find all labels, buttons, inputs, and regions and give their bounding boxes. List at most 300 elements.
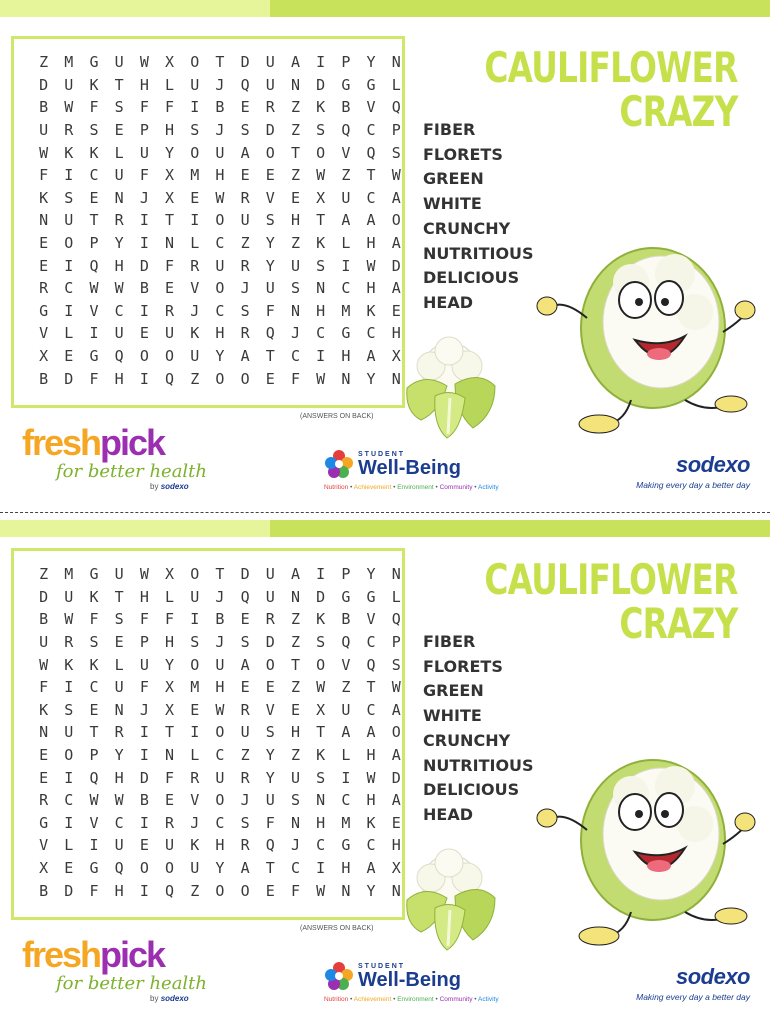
grid-letter[interactable]: Z	[190, 881, 200, 900]
grid-letter[interactable]: R	[240, 324, 250, 343]
grid-letter[interactable]: T	[215, 53, 225, 72]
grid-letter[interactable]: L	[341, 746, 351, 765]
grid-letter[interactable]: V	[39, 836, 49, 855]
grid-letter[interactable]: W	[139, 53, 149, 72]
grid-letter[interactable]: Y	[165, 143, 175, 162]
grid-letter[interactable]: D	[139, 256, 149, 275]
grid-letter[interactable]: F	[165, 256, 175, 275]
grid-letter[interactable]: H	[290, 723, 300, 742]
grid-letter[interactable]: W	[39, 655, 49, 674]
grid-letter[interactable]: X	[316, 188, 326, 207]
grid-letter[interactable]: N	[391, 369, 401, 388]
grid-letter[interactable]: T	[316, 211, 326, 230]
grid-letter[interactable]: Z	[290, 633, 300, 652]
grid-letter[interactable]: C	[341, 791, 351, 810]
grid-letter[interactable]: Q	[265, 836, 275, 855]
grid-letter[interactable]: L	[165, 75, 175, 94]
grid-letter[interactable]: R	[165, 813, 175, 832]
grid-letter[interactable]: H	[366, 234, 376, 253]
grid-letter[interactable]: S	[114, 610, 124, 629]
grid-letter[interactable]: A	[341, 211, 351, 230]
grid-letter[interactable]: J	[139, 188, 149, 207]
grid-letter[interactable]: G	[89, 565, 99, 584]
grid-letter[interactable]: A	[341, 723, 351, 742]
grid-letter[interactable]: Y	[114, 746, 124, 765]
grid-letter[interactable]: U	[190, 587, 200, 606]
grid-letter[interactable]: A	[366, 723, 376, 742]
grid-letter[interactable]: C	[114, 301, 124, 320]
grid-letter[interactable]: W	[39, 143, 49, 162]
grid-letter[interactable]: E	[240, 610, 250, 629]
grid-letter[interactable]: K	[316, 610, 326, 629]
grid-letter[interactable]: I	[316, 53, 326, 72]
grid-letter[interactable]: B	[39, 369, 49, 388]
grid-letter[interactable]: F	[139, 610, 149, 629]
grid-letter[interactable]: U	[114, 53, 124, 72]
grid-letter[interactable]: D	[316, 587, 326, 606]
grid-letter[interactable]: R	[39, 279, 49, 298]
grid-letter[interactable]: X	[165, 188, 175, 207]
grid-letter[interactable]: S	[391, 655, 401, 674]
grid-letter[interactable]: N	[114, 700, 124, 719]
grid-letter[interactable]: W	[64, 98, 74, 117]
grid-letter[interactable]: C	[215, 234, 225, 253]
grid-letter[interactable]: W	[366, 768, 376, 787]
grid-letter[interactable]: S	[240, 301, 250, 320]
grid-letter[interactable]: W	[316, 369, 326, 388]
grid-letter[interactable]: E	[64, 347, 74, 366]
grid-letter[interactable]: C	[89, 166, 99, 185]
grid-letter[interactable]: M	[341, 301, 351, 320]
grid-letter[interactable]: U	[265, 565, 275, 584]
grid-letter[interactable]: J	[290, 324, 300, 343]
grid-letter[interactable]: U	[64, 75, 74, 94]
grid-letter[interactable]: Y	[366, 565, 376, 584]
grid-letter[interactable]: E	[240, 678, 250, 697]
grid-letter[interactable]: K	[316, 746, 326, 765]
grid-letter[interactable]: X	[165, 565, 175, 584]
grid-letter[interactable]: E	[89, 700, 99, 719]
grid-letter[interactable]: A	[391, 700, 401, 719]
grid-letter[interactable]: O	[165, 859, 175, 878]
grid-letter[interactable]: O	[240, 881, 250, 900]
grid-letter[interactable]: C	[290, 347, 300, 366]
grid-letter[interactable]: O	[165, 347, 175, 366]
grid-letter[interactable]: C	[215, 746, 225, 765]
grid-letter[interactable]: H	[391, 836, 401, 855]
grid-letter[interactable]: R	[240, 188, 250, 207]
grid-letter[interactable]: U	[215, 768, 225, 787]
grid-letter[interactable]: E	[265, 369, 275, 388]
grid-letter[interactable]: G	[341, 587, 351, 606]
grid-letter[interactable]: S	[89, 633, 99, 652]
grid-letter[interactable]: U	[114, 565, 124, 584]
grid-letter[interactable]: F	[89, 610, 99, 629]
grid-letter[interactable]: M	[190, 678, 200, 697]
grid-letter[interactable]: H	[165, 121, 175, 140]
grid-letter[interactable]: S	[391, 143, 401, 162]
grid-letter[interactable]: K	[366, 813, 376, 832]
grid-letter[interactable]: H	[366, 746, 376, 765]
grid-letter[interactable]: T	[265, 859, 275, 878]
grid-letter[interactable]: C	[215, 813, 225, 832]
grid-letter[interactable]: C	[366, 121, 376, 140]
grid-letter[interactable]: Z	[341, 678, 351, 697]
grid-letter[interactable]: Q	[366, 655, 376, 674]
grid-letter[interactable]: W	[391, 678, 401, 697]
grid-letter[interactable]: S	[316, 256, 326, 275]
grid-letter[interactable]: H	[215, 836, 225, 855]
grid-letter[interactable]: D	[240, 565, 250, 584]
grid-letter[interactable]: U	[114, 324, 124, 343]
grid-letter[interactable]: E	[139, 836, 149, 855]
grid-letter[interactable]: U	[240, 211, 250, 230]
grid-letter[interactable]: U	[190, 859, 200, 878]
grid-letter[interactable]: A	[366, 347, 376, 366]
grid-letter[interactable]: B	[139, 791, 149, 810]
grid-letter[interactable]: P	[341, 565, 351, 584]
grid-letter[interactable]: Z	[240, 746, 250, 765]
grid-letter[interactable]: C	[64, 279, 74, 298]
grid-letter[interactable]: T	[165, 723, 175, 742]
grid-letter[interactable]: U	[265, 587, 275, 606]
grid-letter[interactable]: Y	[366, 369, 376, 388]
grid-letter[interactable]: E	[39, 746, 49, 765]
grid-letter[interactable]: Y	[215, 347, 225, 366]
grid-letter[interactable]: L	[341, 234, 351, 253]
grid-letter[interactable]: F	[165, 768, 175, 787]
grid-letter[interactable]: I	[316, 859, 326, 878]
grid-letter[interactable]: S	[290, 791, 300, 810]
grid-letter[interactable]: P	[89, 746, 99, 765]
grid-letter[interactable]: U	[165, 324, 175, 343]
grid-letter[interactable]: E	[240, 98, 250, 117]
grid-letter[interactable]: R	[39, 791, 49, 810]
grid-letter[interactable]: I	[316, 347, 326, 366]
grid-letter[interactable]: W	[114, 791, 124, 810]
grid-letter[interactable]: I	[190, 610, 200, 629]
grid-letter[interactable]: Z	[290, 121, 300, 140]
grid-letter[interactable]: Z	[290, 234, 300, 253]
grid-letter[interactable]: E	[165, 791, 175, 810]
grid-letter[interactable]: W	[316, 166, 326, 185]
grid-letter[interactable]: X	[165, 678, 175, 697]
grid-letter[interactable]: I	[341, 256, 351, 275]
grid-letter[interactable]: K	[39, 700, 49, 719]
grid-letter[interactable]: N	[290, 301, 300, 320]
grid-letter[interactable]: Q	[366, 143, 376, 162]
grid-letter[interactable]: N	[316, 279, 326, 298]
grid-letter[interactable]: A	[391, 746, 401, 765]
grid-letter[interactable]: I	[139, 746, 149, 765]
grid-letter[interactable]: N	[290, 813, 300, 832]
grid-letter[interactable]: O	[190, 655, 200, 674]
grid-letter[interactable]: I	[341, 768, 351, 787]
grid-letter[interactable]: P	[341, 53, 351, 72]
grid-letter[interactable]: J	[215, 75, 225, 94]
grid-letter[interactable]: E	[391, 301, 401, 320]
grid-letter[interactable]: S	[64, 188, 74, 207]
grid-letter[interactable]: O	[240, 369, 250, 388]
grid-letter[interactable]: C	[64, 791, 74, 810]
grid-letter[interactable]: W	[89, 791, 99, 810]
grid-letter[interactable]: E	[165, 279, 175, 298]
grid-letter[interactable]: T	[366, 166, 376, 185]
grid-letter[interactable]: A	[290, 53, 300, 72]
grid-letter[interactable]: N	[290, 587, 300, 606]
grid-letter[interactable]: Q	[165, 369, 175, 388]
grid-letter[interactable]: I	[64, 813, 74, 832]
grid-letter[interactable]: O	[215, 791, 225, 810]
grid-letter[interactable]: S	[316, 121, 326, 140]
grid-letter[interactable]: Z	[39, 565, 49, 584]
grid-letter[interactable]: D	[39, 587, 49, 606]
grid-letter[interactable]: X	[39, 347, 49, 366]
grid-letter[interactable]: Z	[341, 166, 351, 185]
grid-letter[interactable]: G	[89, 859, 99, 878]
grid-letter[interactable]: F	[39, 678, 49, 697]
grid-letter[interactable]: O	[190, 143, 200, 162]
grid-letter[interactable]: U	[190, 347, 200, 366]
grid-letter[interactable]: M	[64, 53, 74, 72]
grid-letter[interactable]: Y	[215, 859, 225, 878]
grid-letter[interactable]: B	[39, 881, 49, 900]
grid-letter[interactable]: R	[64, 121, 74, 140]
grid-letter[interactable]: F	[290, 369, 300, 388]
grid-letter[interactable]: S	[240, 813, 250, 832]
grid-letter[interactable]: S	[190, 121, 200, 140]
grid-letter[interactable]: T	[114, 587, 124, 606]
grid-letter[interactable]: U	[190, 75, 200, 94]
grid-letter[interactable]: B	[215, 610, 225, 629]
grid-letter[interactable]: I	[139, 234, 149, 253]
grid-letter[interactable]: Q	[240, 75, 250, 94]
grid-letter[interactable]: I	[89, 836, 99, 855]
grid-letter[interactable]: O	[215, 881, 225, 900]
grid-letter[interactable]: W	[215, 700, 225, 719]
grid-letter[interactable]: U	[114, 678, 124, 697]
grid-letter[interactable]: H	[290, 211, 300, 230]
grid-letter[interactable]: L	[114, 143, 124, 162]
grid-letter[interactable]: V	[265, 188, 275, 207]
grid-letter[interactable]: I	[190, 98, 200, 117]
grid-letter[interactable]: Y	[165, 655, 175, 674]
grid-letter[interactable]: T	[265, 347, 275, 366]
grid-letter[interactable]: W	[139, 565, 149, 584]
grid-letter[interactable]: F	[290, 881, 300, 900]
grid-letter[interactable]: Y	[114, 234, 124, 253]
grid-letter[interactable]: U	[265, 279, 275, 298]
grid-letter[interactable]: A	[240, 143, 250, 162]
grid-letter[interactable]: O	[215, 211, 225, 230]
grid-letter[interactable]: W	[366, 256, 376, 275]
grid-letter[interactable]: G	[39, 301, 49, 320]
grid-letter[interactable]: H	[366, 279, 376, 298]
grid-letter[interactable]: R	[240, 700, 250, 719]
grid-letter[interactable]: N	[391, 565, 401, 584]
grid-letter[interactable]: U	[114, 166, 124, 185]
grid-letter[interactable]: E	[89, 188, 99, 207]
grid-letter[interactable]: I	[139, 369, 149, 388]
grid-letter[interactable]: J	[215, 121, 225, 140]
grid-letter[interactable]: H	[114, 256, 124, 275]
grid-letter[interactable]: P	[139, 121, 149, 140]
grid-letter[interactable]: U	[139, 655, 149, 674]
grid-letter[interactable]: Y	[366, 53, 376, 72]
grid-letter[interactable]: Q	[114, 859, 124, 878]
grid-letter[interactable]: H	[366, 791, 376, 810]
grid-letter[interactable]: O	[139, 859, 149, 878]
grid-letter[interactable]: D	[391, 256, 401, 275]
grid-letter[interactable]: R	[240, 836, 250, 855]
grid-letter[interactable]: K	[89, 143, 99, 162]
grid-letter[interactable]: A	[240, 347, 250, 366]
grid-letter[interactable]: N	[39, 723, 49, 742]
grid-letter[interactable]: F	[89, 98, 99, 117]
grid-letter[interactable]: A	[391, 791, 401, 810]
grid-letter[interactable]: S	[265, 211, 275, 230]
grid-letter[interactable]: U	[215, 256, 225, 275]
grid-letter[interactable]: C	[366, 836, 376, 855]
grid-letter[interactable]: J	[215, 587, 225, 606]
grid-letter[interactable]: D	[316, 75, 326, 94]
grid-letter[interactable]: E	[265, 881, 275, 900]
grid-letter[interactable]: W	[89, 279, 99, 298]
grid-letter[interactable]: N	[391, 881, 401, 900]
grid-letter[interactable]: E	[114, 633, 124, 652]
grid-letter[interactable]: C	[316, 836, 326, 855]
grid-letter[interactable]: B	[39, 98, 49, 117]
grid-letter[interactable]: I	[89, 324, 99, 343]
grid-letter[interactable]: C	[114, 813, 124, 832]
grid-letter[interactable]: G	[366, 587, 376, 606]
grid-letter[interactable]: A	[366, 211, 376, 230]
grid-letter[interactable]: O	[391, 723, 401, 742]
grid-letter[interactable]: I	[64, 301, 74, 320]
grid-letter[interactable]: U	[265, 75, 275, 94]
grid-letter[interactable]: Y	[265, 768, 275, 787]
grid-letter[interactable]: K	[89, 75, 99, 94]
grid-letter[interactable]: O	[215, 369, 225, 388]
grid-letter[interactable]: L	[190, 746, 200, 765]
grid-letter[interactable]: H	[139, 587, 149, 606]
grid-letter[interactable]: K	[366, 301, 376, 320]
grid-letter[interactable]: X	[316, 700, 326, 719]
grid-letter[interactable]: S	[190, 633, 200, 652]
grid-letter[interactable]: J	[240, 791, 250, 810]
grid-letter[interactable]: J	[139, 700, 149, 719]
grid-letter[interactable]: K	[316, 98, 326, 117]
grid-letter[interactable]: E	[190, 700, 200, 719]
grid-letter[interactable]: W	[316, 678, 326, 697]
grid-letter[interactable]: B	[341, 98, 351, 117]
grid-letter[interactable]: N	[39, 211, 49, 230]
grid-letter[interactable]: C	[215, 301, 225, 320]
grid-letter[interactable]: F	[265, 813, 275, 832]
grid-letter[interactable]: O	[265, 655, 275, 674]
grid-letter[interactable]: I	[139, 723, 149, 742]
grid-letter[interactable]: P	[139, 633, 149, 652]
grid-letter[interactable]: G	[89, 53, 99, 72]
grid-letter[interactable]: M	[341, 813, 351, 832]
grid-letter[interactable]: F	[165, 98, 175, 117]
grid-letter[interactable]: G	[39, 813, 49, 832]
grid-letter[interactable]: A	[391, 188, 401, 207]
grid-letter[interactable]: J	[190, 813, 200, 832]
grid-letter[interactable]: E	[290, 188, 300, 207]
grid-letter[interactable]: O	[64, 746, 74, 765]
grid-letter[interactable]: L	[391, 587, 401, 606]
grid-letter[interactable]: Y	[265, 746, 275, 765]
grid-letter[interactable]: U	[39, 633, 49, 652]
grid-letter[interactable]: R	[240, 256, 250, 275]
grid-letter[interactable]: T	[89, 723, 99, 742]
grid-letter[interactable]: Z	[290, 746, 300, 765]
grid-letter[interactable]: I	[139, 301, 149, 320]
grid-letter[interactable]: E	[391, 813, 401, 832]
grid-letter[interactable]: O	[139, 347, 149, 366]
grid-letter[interactable]: V	[341, 655, 351, 674]
grid-letter[interactable]: O	[190, 565, 200, 584]
grid-letter[interactable]: F	[89, 881, 99, 900]
grid-letter[interactable]: M	[190, 166, 200, 185]
grid-letter[interactable]: R	[114, 211, 124, 230]
grid-letter[interactable]: X	[165, 166, 175, 185]
grid-letter[interactable]: Q	[391, 610, 401, 629]
grid-letter[interactable]: L	[391, 75, 401, 94]
grid-letter[interactable]: E	[240, 166, 250, 185]
grid-letter[interactable]: A	[391, 279, 401, 298]
grid-letter[interactable]: K	[64, 655, 74, 674]
grid-letter[interactable]: K	[64, 143, 74, 162]
grid-letter[interactable]: Q	[89, 768, 99, 787]
grid-letter[interactable]: U	[240, 723, 250, 742]
grid-letter[interactable]: U	[64, 211, 74, 230]
grid-letter[interactable]: V	[265, 700, 275, 719]
grid-letter[interactable]: U	[341, 188, 351, 207]
grid-letter[interactable]: B	[215, 98, 225, 117]
grid-letter[interactable]: X	[391, 859, 401, 878]
grid-letter[interactable]: Y	[366, 881, 376, 900]
grid-letter[interactable]: W	[391, 166, 401, 185]
grid-letter[interactable]: U	[290, 256, 300, 275]
grid-letter[interactable]: H	[341, 347, 351, 366]
grid-letter[interactable]: T	[89, 211, 99, 230]
grid-letter[interactable]: Z	[39, 53, 49, 72]
grid-letter[interactable]: H	[139, 75, 149, 94]
grid-letter[interactable]: H	[114, 881, 124, 900]
grid-letter[interactable]: T	[114, 75, 124, 94]
grid-letter[interactable]: B	[139, 279, 149, 298]
grid-letter[interactable]: Z	[290, 678, 300, 697]
grid-letter[interactable]: A	[240, 859, 250, 878]
grid-letter[interactable]: L	[64, 836, 74, 855]
grid-letter[interactable]: Z	[240, 234, 250, 253]
grid-letter[interactable]: X	[391, 347, 401, 366]
grid-letter[interactable]: A	[391, 234, 401, 253]
grid-letter[interactable]: U	[139, 143, 149, 162]
grid-letter[interactable]: Q	[265, 324, 275, 343]
grid-letter[interactable]: H	[316, 301, 326, 320]
grid-letter[interactable]: L	[165, 587, 175, 606]
grid-letter[interactable]: T	[316, 723, 326, 742]
grid-letter[interactable]: I	[64, 166, 74, 185]
grid-letter[interactable]: O	[316, 655, 326, 674]
grid-letter[interactable]: V	[366, 98, 376, 117]
grid-letter[interactable]: V	[89, 813, 99, 832]
grid-letter[interactable]: H	[316, 813, 326, 832]
grid-letter[interactable]: E	[290, 700, 300, 719]
